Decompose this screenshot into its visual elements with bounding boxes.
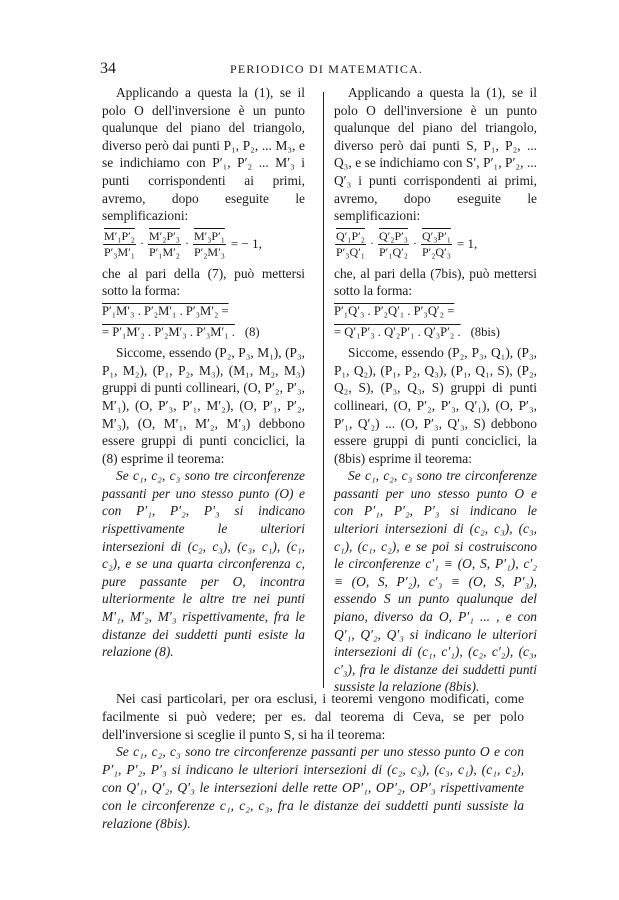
column-divider — [323, 92, 324, 688]
right-intro: Applicando a questa la (1), se il polo O dell'inversione è un punto qualunque del piano del triangolo, diverso però dai punti S, P₁, P₂, ... Q₃, e se indichiamo con S′, P′₁, P′₂, ... Q′₃ i punti corrispondenti ai primi, avremo, dopo eseguite le semplificazioni: — [334, 85, 537, 224]
left-equation-line-1: P′₁M′₃ . P′₂M′₁ . P′₃M′₂ = — [102, 303, 229, 318]
right-fraction-2: $\frac{\text{Q′₂P′₃}}{\text{P′₁Q′₂}}$ — [378, 228, 408, 259]
left-column — [102, 84, 305, 661]
left-equation-label: (8) — [244, 324, 260, 339]
left-formula-rhs: = − 1, — [230, 236, 262, 252]
right-theorem: Se c₁, c₂, c₃ sono tre circonferenze passanti per uno stesso punto O e con P′₁, P′₂, P′₃ si indicano le ulteriori intersezioni di (c₂, c₃), (c₃, c₁), (c₁, c₂), e se poi si costruiscono le circonferenze c′₁ ≡ (O, S, P′₁), c′₂ ≡ (O, S, P′₂), c′₃ ≡ (O, S, P′₃), essendo S un punto qualunque del piano, diverso da O, P′₁ ... , e con Q′₁, Q′₂, Q′₃ si indicano le ulteriori intersezioni di (c₁, c′₁), (c₂, c′₂), (c₃, c′₃), fra le distanze dei suddetti punti sussiste la relazione (8bis). — [334, 468, 537, 695]
bottom-paragraph: Nei casi particolari, per ora esclusi, i teoremi vengono modificati, come facilmente si può vedere; per es. dal teorema di Ceva, se per polo dell'inversione si sceglie il punto S, si ha il teorema: — [102, 691, 524, 742]
right-equation-label: (8bis) — [470, 324, 500, 339]
right-mid-text: che, al pari della (7bis), può mettersi sotto la forma: — [334, 265, 537, 299]
right-formula-rhs: = 1, — [456, 236, 478, 252]
left-intro: Applicando a questa la (1), se il polo O dell'inversione è un punto qualunque del piano del triangolo, diverso però dai punti P₁, P₂, ... M₃, e se indichiamo con P′₁, P′₂ ... M′₃ i punti corrispondenti ai primi, avremo, dopo eseguite le semplificazioni: — [102, 85, 305, 224]
bottom-theorem: Se c₁, c₂, c₃ sono tre circonferenze passanti per uno stesso punto O e con P′₁, P′₂, P′₃ si indicano le ulteriori intersezioni di (c₂, c₃), (c₃, c₁), (c₁, c₂), con Q′₁, Q′₂, Q′₃ le intersezioni delle rette OP′₁, OP′₂, OP′₃ rispettivamente con le circonferenze c₁, c₂, c₃, fra le distanze dei suddetti punti sussiste la relazione (8bis). — [102, 744, 524, 831]
page-header — [100, 60, 520, 80]
left-theorem: Se c₁, c₂, c₃ sono tre circonferenze passanti per uno stesso punto (O) e con P′₁, P′₂, P′₃ si indicano rispettivamente le ulteriori intersezioni di (c₂, c₃), (c₃, c₁), (c₁, c₂), e se una quarta circonferenza c, pure passante per O, incontra ulteriormente le altre tre nei punti M′₁, M′₂, M′₃ rispettivamente, fra le distanze dei suddetti punti esiste la relazione (8). — [102, 468, 305, 660]
right-equation-line-1: P′₁Q′₃ . P′₂Q′₁ . P′₃Q′₂ = — [334, 303, 455, 318]
right-since-paragraph: Siccome, essendo (P₂, P₃, Q₁), (P₃, P₁, Q₂), (P₁, P₂, Q₃), (P₁, Q₁, S), (P₂, Q₂, S), (P₃, Q₃, S) gruppi di punti collineari, (O, P′₂, P′₃, Q′₁), (O, P′₃, P′₁, Q′₂) ... (O, P′₃, Q′₃, S) debbono essere gruppi di punti conciclici, la (8bis) esprime il teorema: — [334, 345, 537, 466]
bottom-section — [102, 690, 524, 832]
right-fraction-3: $\frac{\text{Q′₃P′₁}}{\text{P′₂Q′₃}}$ — [421, 228, 451, 259]
left-mid-text: che al pari della (7), può mettersi sotto la forma: — [102, 265, 305, 299]
left-since-paragraph: Siccome, essendo (P₂, P₃, M₁), (P₃, P₁, M₂), (P₁, P₂, M₃), (M₁, M₂, M₃) gruppi di punti collineari, (O, P′₂, P′₃, M′₁), (O, P′₃, P′₁, M′₂), (O, P′₁, P′₂, M′₃), (O, M′₁, M′₂, M′₃) debbono essere gruppi di punti conciclici, la (8) esprime il teorema: — [102, 345, 305, 466]
left-fraction-3: $\frac{\text{M′₃P′₁}}{\text{P′₂M′₃}}$ — [193, 228, 225, 259]
right-fraction-1: $\frac{\text{Q′₁P′₂}}{\text{P′₃Q′₁}}$ — [336, 228, 365, 259]
left-fraction-1: $\frac{\text{M′₁P′₂}}{\text{P′₃M′₁}}$ — [104, 228, 135, 259]
right-equation-line-2: = Q′₁P′₃ . Q′₂P′₁ . Q′₃P′₂ . (8bis) — [334, 324, 500, 339]
page-number: 34 — [100, 60, 116, 77]
left-ratio-formula: $\frac{\text{M′₁P′₂}}{\text{P′₃M′₁}}$ · $\frac{\text{M′₂P′₃}}{\text{P′₁M′₂}}$ · $\frac{\text{M′₃P′₁}}{\text{P′₂M′₃}}$ = − 1, — [104, 228, 262, 259]
running-head: PERIODICO DI MATEMATICA. — [230, 62, 424, 76]
left-equation-line-2: = P′₁M′₂ . P′₂M′₃ . P′₃M′₁ . (8) — [102, 324, 260, 339]
right-column — [334, 84, 537, 696]
right-ratio-formula: $\frac{\text{Q′₁P′₂}}{\text{P′₃Q′₁}}$ · $\frac{\text{Q′₂P′₃}}{\text{P′₁Q′₂}}$ · $\frac{\text{Q′₃P′₁}}{\text{P′₂Q′₃}}$ = 1, — [336, 228, 478, 259]
left-fraction-2: $\frac{\text{M′₂P′₃}}{\text{P′₁M′₂}}$ — [148, 228, 180, 259]
